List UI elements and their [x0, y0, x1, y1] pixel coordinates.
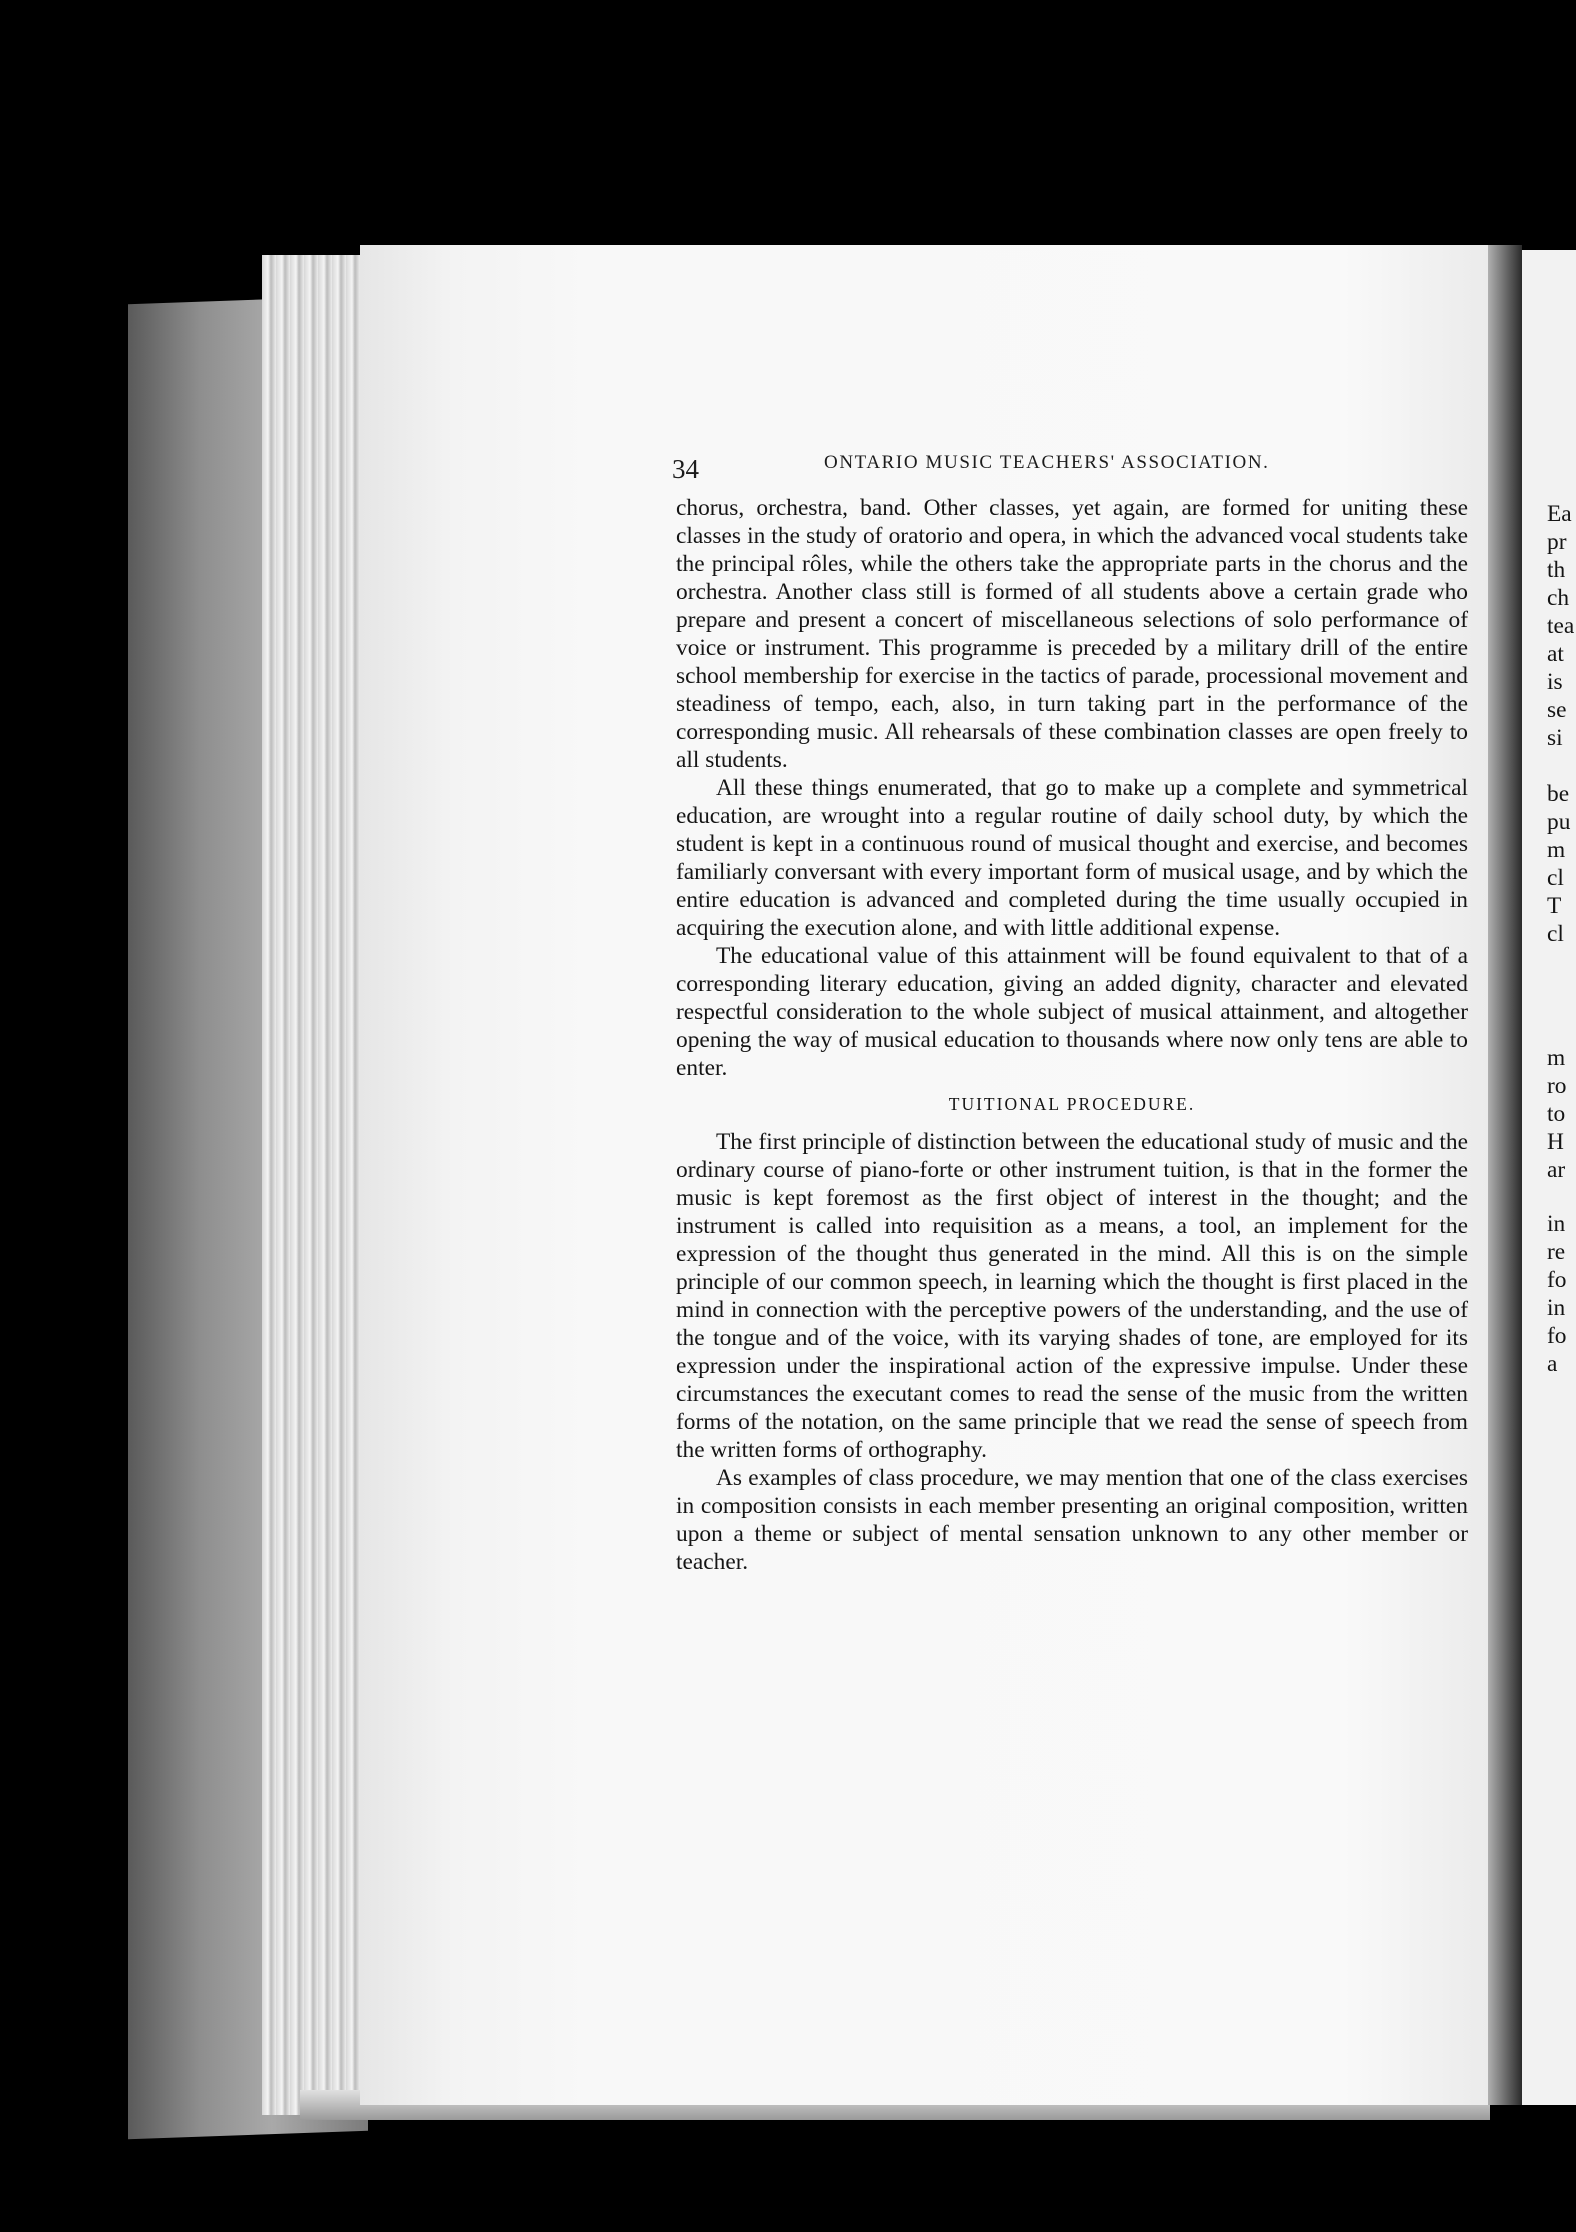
- right-fragment: be: [1547, 781, 1570, 807]
- paragraph-4: The first principle of distinction between the educational study of music and the ordinary course of piano-forte or other instrument tuition, is that in the former the music is kept foremost as the first object of interest in the thought; and the instrument is called into requisition as a means, a tool, an implement for the expression of the thought thus generated in the mind. All this is on the simple principle of our common speech, in learning which the thought is first placed in the mind in connection with the perceptive powers of the understanding, and the use of the tongue and of the voice, with its varying shades of tone, are employed for its expression under the inspirational action of the expressive impulse. Under these circumstances the executant comes to read the sense of the music from the written forms of the notation, on the same principle that we read the sense of speech from the written forms of orthography.: [676, 1129, 1468, 1463]
- right-fragment: tea: [1547, 613, 1575, 639]
- right-fragment: pu: [1547, 809, 1571, 835]
- right-fragment: to: [1547, 1101, 1566, 1127]
- page-number: 34: [672, 454, 699, 484]
- right-fragment: a: [1547, 1351, 1558, 1377]
- right-fragment: m: [1547, 837, 1566, 863]
- section-heading: TUITIONAL PROCEDURE.: [948, 1094, 1196, 1114]
- paragraph-2: All these things enumerated, that go to make up a complete and symmetrical education, are wrought into a regular routine of daily school duty, by which the student is kept in a continuous round of musical thought and exercise, and becomes familiarly conversant with every important form of musical usage, and by which the entire education is advanced and completed during the time usually occupied in acquiring the execution alone, and with little additional expense.: [676, 775, 1468, 941]
- right-fragment: in: [1547, 1295, 1566, 1321]
- right-fragment: ch: [1547, 585, 1570, 611]
- right-fragment: ro: [1547, 1073, 1567, 1099]
- right-fragment: re: [1547, 1239, 1566, 1265]
- right-fragment: H: [1547, 1129, 1564, 1155]
- running-head: ONTARIO MUSIC TEACHERS' ASSOCIATION.: [824, 452, 1270, 473]
- right-fragment: T: [1547, 893, 1562, 919]
- right-fragment: cl: [1547, 865, 1564, 891]
- paragraph-1: chorus, orchestra, band. Other classes, yet again, are formed for uniting these classes in the study of oratorio and opera, in which the advanced vocal students take the principal rôles, while the others take the appropriate parts in the chorus and the orchestra. Another class still is formed of all students above a certain grade who prepare and present a concert of miscellaneous selections of solo performance of voice or instrument. This programme is preceded by a military drill of the entire school membership for exercise in the tactics of parade, processional movement and steadiness of tempo, each, also, in turn taking part in the performance of the corresponding music. All rehearsals of these combination classes are open freely to all students.: [676, 495, 1468, 773]
- right-fragment: Ea: [1547, 501, 1572, 527]
- right-fragment: th: [1547, 557, 1566, 583]
- paragraph-3: The educational value of this attainment will be found equivalent to that of a corresponding literary education, giving an added dignity, character and elevated respectful consideration to the whole subject of musical attainment, and altogether opening the way of musical education to thousands where now only tens are able to enter.: [676, 943, 1468, 1081]
- page-header: [672, 446, 1472, 484]
- paragraph-5: As examples of class procedure, we may mention that one of the class exercises in composition consists in each member presenting an original composition, written upon a theme or subject of mental sensation unknown to any other member or teacher.: [676, 1465, 1468, 1575]
- right-fragment: at: [1547, 641, 1564, 667]
- book-gutter: [1488, 245, 1522, 2105]
- page-body: [676, 494, 1468, 1576]
- right-fragment: ar: [1547, 1157, 1566, 1183]
- right-fragment: fo: [1547, 1267, 1567, 1293]
- right-fragment: m: [1547, 1045, 1566, 1071]
- right-fragment: cl: [1547, 921, 1564, 947]
- right-fragment: in: [1547, 1211, 1566, 1237]
- right-fragment: is: [1547, 669, 1563, 695]
- right-fragment: pr: [1547, 529, 1567, 555]
- right-fragment: se: [1547, 697, 1567, 723]
- right-fragment: si: [1547, 725, 1563, 751]
- right-fragment: fo: [1547, 1323, 1567, 1349]
